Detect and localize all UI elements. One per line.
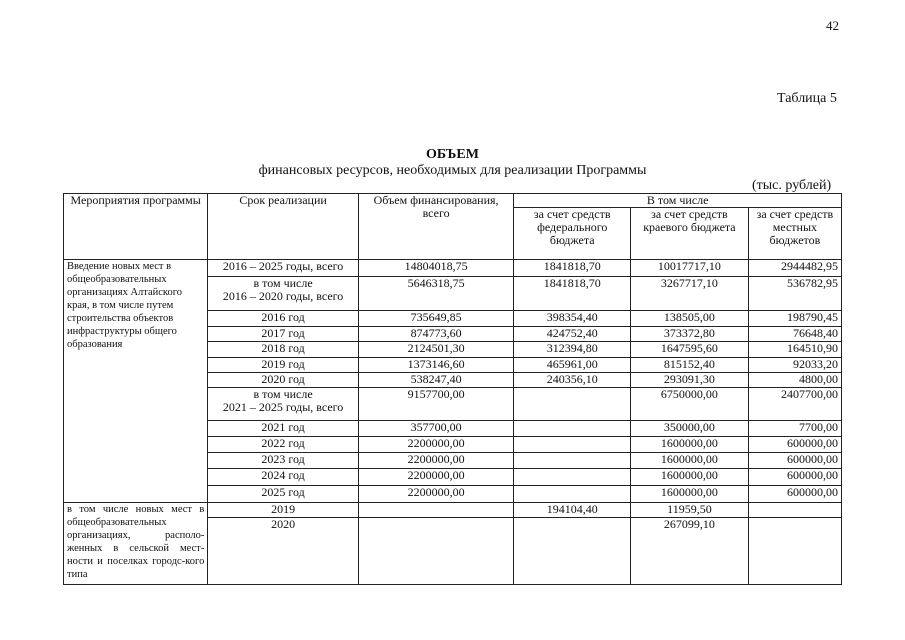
units-label: (тыс. рублей) <box>752 178 832 193</box>
local-cell: 600000,00 <box>748 486 841 503</box>
regional-cell: 293091,30 <box>631 373 749 388</box>
document-title: ОБЪЕМ <box>426 147 479 162</box>
period-cell: 2020 <box>208 518 358 585</box>
header-including: В том числе <box>514 194 842 208</box>
period-cell: 2018 год <box>208 342 358 358</box>
local-cell: 2944482,95 <box>748 260 841 277</box>
header-federal: за счет средств федерального бюджета <box>514 208 631 260</box>
total-cell <box>358 518 514 585</box>
period-line: 2016 – 2020 годы, всего <box>222 289 344 303</box>
federal-cell: 194104,40 <box>514 503 631 518</box>
regional-cell: 1600000,00 <box>631 469 749 486</box>
local-cell: 7700,00 <box>748 421 841 437</box>
regional-cell: 373372,80 <box>631 327 749 342</box>
local-cell: 198790,45 <box>748 311 841 327</box>
period-line: в том числе <box>253 276 313 290</box>
local-cell: 76648,40 <box>748 327 841 342</box>
period-cell <box>208 388 358 421</box>
federal-cell <box>514 437 631 453</box>
local-cell: 2407700,00 <box>748 388 841 421</box>
period-line: в том числе <box>253 387 313 401</box>
local-cell: 600000,00 <box>748 437 841 453</box>
header-period: Срок реализации <box>208 194 358 260</box>
header-measures: Мероприятия программы <box>64 194 208 260</box>
period-cell: 2025 год <box>208 486 358 503</box>
total-cell: 14804018,75 <box>358 260 514 277</box>
table-label: Таблица 5 <box>777 91 837 106</box>
regional-cell: 3267717,10 <box>631 277 749 311</box>
federal-cell <box>514 388 631 421</box>
federal-cell <box>514 486 631 503</box>
federal-cell: 1841818,70 <box>514 277 631 311</box>
federal-cell <box>514 469 631 486</box>
federal-cell <box>514 421 631 437</box>
total-cell: 874773,60 <box>358 327 514 342</box>
total-cell: 735649,85 <box>358 311 514 327</box>
measure-rural-places: в том числе новых мест в общеобразовательных организациях, располо-женных в сельской мест-ности и поселках городс-кого типа <box>64 503 208 585</box>
period-cell <box>208 277 358 311</box>
federal-cell: 424752,40 <box>514 327 631 342</box>
total-cell: 538247,40 <box>358 373 514 388</box>
local-cell: 4800,00 <box>748 373 841 388</box>
period-cell: 2016 – 2025 годы, всего <box>208 260 358 277</box>
total-cell: 357700,00 <box>358 421 514 437</box>
total-cell: 2200000,00 <box>358 469 514 486</box>
federal-cell: 1841818,70 <box>514 260 631 277</box>
table-row <box>64 260 842 277</box>
total-cell: 9157700,00 <box>358 388 514 421</box>
regional-cell: 815152,40 <box>631 358 749 373</box>
measure-new-places: Введение новых мест в общеобразовательных организациях Алтайского края, в том числе путем строительства объектов инфраструктуры общего образования <box>64 260 208 503</box>
federal-cell <box>514 518 631 585</box>
header-total: Объем финансирования, всего <box>358 194 514 260</box>
regional-cell: 267099,10 <box>631 518 749 585</box>
header-local: за счет средств местных бюджетов <box>748 208 841 260</box>
period-cell: 2019 год <box>208 358 358 373</box>
federal-cell <box>514 453 631 469</box>
federal-cell: 398354,40 <box>514 311 631 327</box>
local-cell: 600000,00 <box>748 469 841 486</box>
period-cell: 2017 год <box>208 327 358 342</box>
period-cell: 2016 год <box>208 311 358 327</box>
total-cell: 5646318,75 <box>358 277 514 311</box>
period-cell: 2019 <box>208 503 358 518</box>
page-number: 42 <box>826 18 839 33</box>
local-cell <box>748 518 841 585</box>
total-cell: 2124501,30 <box>358 342 514 358</box>
local-cell <box>748 503 841 518</box>
regional-cell: 1600000,00 <box>631 453 749 469</box>
federal-cell: 465961,00 <box>514 358 631 373</box>
federal-cell: 312394,80 <box>514 342 631 358</box>
header-regional: за счет средств краевого бюджета <box>631 208 749 260</box>
regional-cell: 1600000,00 <box>631 437 749 453</box>
period-cell: 2021 год <box>208 421 358 437</box>
regional-cell: 138505,00 <box>631 311 749 327</box>
period-cell: 2023 год <box>208 453 358 469</box>
total-cell: 1373146,60 <box>358 358 514 373</box>
regional-cell: 1647595,60 <box>631 342 749 358</box>
financing-table <box>63 193 842 585</box>
table-row <box>64 503 842 518</box>
local-cell: 164510,90 <box>748 342 841 358</box>
regional-cell: 6750000,00 <box>631 388 749 421</box>
total-cell: 2200000,00 <box>358 486 514 503</box>
local-cell: 92033,20 <box>748 358 841 373</box>
total-cell: 2200000,00 <box>358 453 514 469</box>
total-cell: 2200000,00 <box>358 437 514 453</box>
total-cell <box>358 503 514 518</box>
header-row <box>64 194 842 208</box>
regional-cell: 10017717,10 <box>631 260 749 277</box>
regional-cell: 1600000,00 <box>631 486 749 503</box>
period-line: 2021 – 2025 годы, всего <box>222 400 344 414</box>
period-cell: 2024 год <box>208 469 358 486</box>
regional-cell: 11959,50 <box>631 503 749 518</box>
document-subtitle: финансовых ресурсов, необходимых для реализации Программы <box>258 163 647 178</box>
period-cell: 2020 год <box>208 373 358 388</box>
local-cell: 600000,00 <box>748 453 841 469</box>
period-cell: 2022 год <box>208 437 358 453</box>
regional-cell: 350000,00 <box>631 421 749 437</box>
federal-cell: 240356,10 <box>514 373 631 388</box>
local-cell: 536782,95 <box>748 277 841 311</box>
